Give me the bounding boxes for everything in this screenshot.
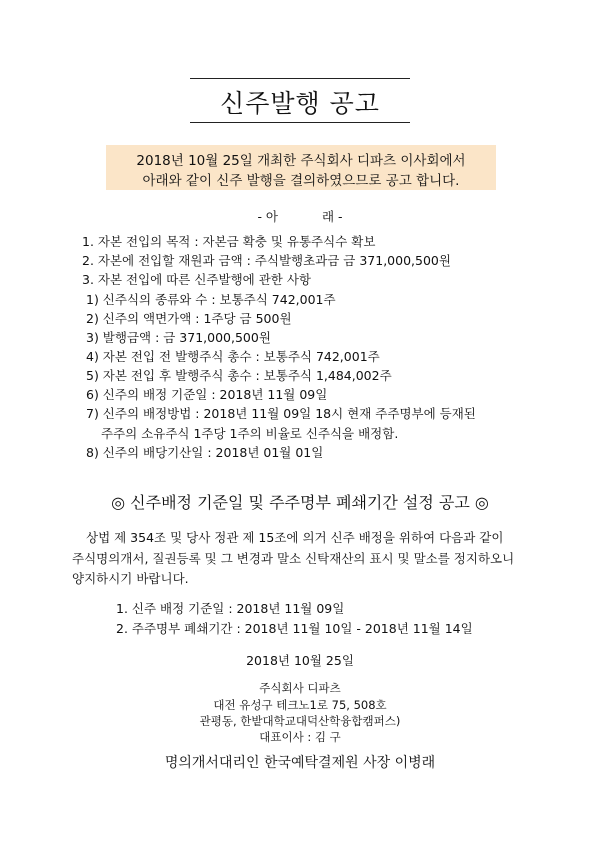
list-item: 2. 자본에 전입할 재원과 금액 : 주식발행초과금 금 371,000,500원 xyxy=(82,253,451,268)
list-item: 3) 발행금액 : 금 371,000,500원 xyxy=(86,330,271,345)
closure-list-item: 1. 신주 배정 기준일 : 2018년 11월 09일 xyxy=(116,601,345,616)
list-item: 4) 자본 전입 전 발행주식 총수 : 보통주식 742,001주 xyxy=(86,349,380,364)
list-item: 2) 신주의 액면가액 : 1주당 금 500원 xyxy=(86,311,292,326)
list-item: 5) 자본 전입 후 발행주식 총수 : 보통주식 1,484,002주 xyxy=(86,368,392,383)
list-item: 1) 신주식의 종류와 수 : 보통주식 742,001주 xyxy=(86,292,336,307)
announcement-banner xyxy=(106,145,496,190)
company-ceo: 대표이사 : 김 구 xyxy=(259,730,341,744)
below-heading-left: - 아 xyxy=(257,209,278,224)
company-name: 주식회사 디파츠 xyxy=(259,681,341,695)
list-item: 주주의 소유주식 1주당 1주의 비율로 신주식을 배정함. xyxy=(101,426,399,441)
title-bottom-rule xyxy=(190,122,410,123)
list-item: 3. 자본 전입에 따른 신주발행에 관한 사항 xyxy=(82,272,311,287)
title-top-rule xyxy=(190,78,410,79)
page-title: 신주발행 공고 xyxy=(220,89,380,118)
company-address-2: 관평동, 한밭대학교대덕산학융합캠퍼스) xyxy=(199,714,401,728)
below-heading-right: 래 - xyxy=(322,209,343,224)
list-item: 6) 신주의 배정 기준일 : 2018년 11월 09일 xyxy=(86,387,328,402)
list-item: 1. 자본 전입의 목적 : 자본금 확충 및 유통주식수 확보 xyxy=(82,234,376,249)
company-address-1: 대전 유성구 테크노1로 75, 508호 xyxy=(213,698,387,712)
banner-line-1: 2018년 10월 25일 개최한 주식회사 디파츠 이사회에서 xyxy=(136,153,466,169)
list-item: 7) 신주의 배정방법 : 2018년 11월 09일 18시 현재 주주명부에 등재된 xyxy=(86,406,476,421)
transfer-agent: 명의개서대리인 한국예탁결제원 사장 이병래 xyxy=(164,755,436,771)
notice-paragraph-line: 양지하시기 바랍니다. xyxy=(72,571,189,586)
section-heading: ◎ 신주배정 기준일 및 주주명부 폐쇄기간 설정 공고 ◎ xyxy=(111,493,489,512)
list-item: 8) 신주의 배당기산일 : 2018년 01월 01일 xyxy=(86,445,324,460)
closure-list-item: 2. 주주명부 폐쇄기간 : 2018년 11월 10일 - 2018년 11월 14일 xyxy=(116,621,473,636)
notice-paragraph-line: 주식명의개서, 질권등록 및 그 변경과 말소 신탁재산의 표시 및 말소를 정지하오니 xyxy=(72,551,515,566)
notice-date: 2018년 10월 25일 xyxy=(246,653,354,668)
banner-line-2: 아래와 같이 신주 발행을 결의하였으므로 공고 합니다. xyxy=(142,173,460,189)
below-heading xyxy=(0,207,600,225)
notice-paragraph-line: 상법 제 354조 및 당사 정관 제 15조에 의거 신주 배정을 위하여 다음과 같이 xyxy=(86,530,504,545)
